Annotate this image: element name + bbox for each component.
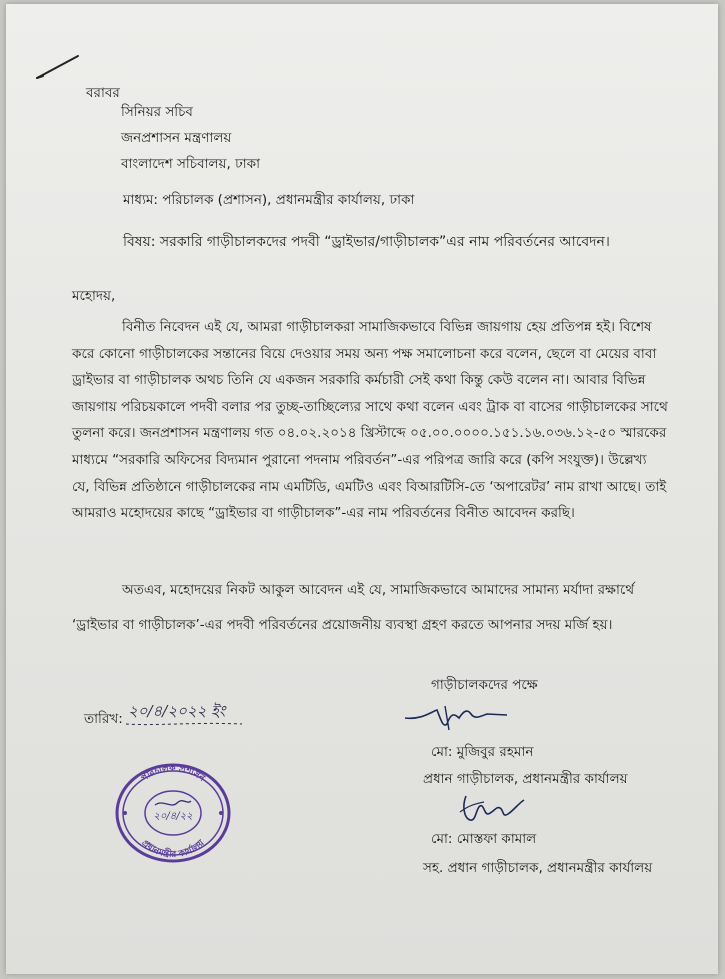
date-value: ২০/৪/২০২২ ইং (128, 702, 226, 720)
on-behalf-label: গাড়ীচালকদের পক্ষে (431, 677, 538, 693)
body-line: যে, বিভিন্ন প্রতিষ্ঠানে গাড়ীচালকের নাম এমটিডি, এমটিও এবং বিআরটিসি-তে ‘অপারেটর’ নাম রাখা আছে। তাই (72, 478, 667, 495)
svg-text:পরিচালক প্রশাসন (140, 764, 207, 784)
body-line: জায়গায় পরিচয়কালে পদবী বলার পর তুচ্ছ-তাচ্ছিল্যের সাথে কথা বলেন এবং ট্রাক বা বাসের গাড়ীচালকের সাথে (72, 398, 668, 415)
secretariat-address: বাংলাদেশ সচিবালয়, ঢাকা (121, 156, 261, 172)
body-line: আমরাও মহোদয়ের কাছে “ড্রাইভার বা গাড়ীচালক”-এর নাম পরিবর্তনের বিনীত আবেদন করছি। (72, 505, 575, 522)
body-line: তুলনা করে। জনপ্রশাসন মন্ত্রণালয় গত ০৪.০২.২০১৪ খ্রিস্টাব্দে ০৫.০০.০০০০.১৫১.১৬.০৩৬.১২-৫০ স্মারকের (72, 425, 667, 442)
closing-paragraph (72, 573, 652, 643)
signer1-name: মো: মুজিবুর রহমান (431, 744, 534, 760)
signer2-name: মো: মোস্তফা কামাল (431, 831, 537, 847)
salutation: মহোদয়, (72, 288, 116, 304)
body-line: করে কোনো গাড়ীচালকের সন্তানের বিয়ে দেওয়ার সময় অন্য পক্ষ সমালোচনা করে বলেন, ছেলে বা মেয়ের বাবা (72, 345, 657, 362)
date-underline (124, 720, 244, 728)
seal-bottom-text: প্রধানমন্ত্রীর কার্যালয় (139, 838, 207, 861)
pen-mark (34, 52, 84, 82)
body-line: মাধ্যমে “সরকারি অফিসের বিদ্যমান পুরানো পদনাম পরিবর্তন”-এর পরিপত্র জারি করে (কপি সংযুক্ত)। উল্লেখ্য (72, 451, 647, 468)
closing-line: অতএব, মহোদয়ের নিকট আকুল আবেদন এই যে, সামাজিকভাবে আমাদের সামান্য মর্যাদা রক্ষার্থে (122, 582, 635, 598)
body-line: ড্রাইভার বা গাড়ীচালক অথচ তিনি যে একজন সরকারি কর্মচারী সেই কথা কিন্তু কেউ বলেন না। আবার বিভিন্ন (72, 372, 646, 389)
seal-inner-date: ২০/৪/২২ (153, 811, 193, 822)
official-seal (113, 761, 233, 866)
ministry-name: জনপ্রশাসন মন্ত্রণালয় (121, 130, 232, 146)
recipient-title: সিনিয়র সচিব (121, 104, 193, 120)
body-line: বিনীত নিবেদন এই যে, আমরা গাড়ীচালকরা সামাজিকভাবে বিভিন্ন জায়গায় হেয় প্রতিপন্ন হই। বিশেষ (122, 319, 652, 335)
letter-sheet (6, 4, 718, 974)
signer2-title: সহ. প্রধান গাড়ীচালক, প্রধানমন্ত্রীর কার্যালয় (423, 860, 653, 876)
to-label: বরাবর (86, 85, 120, 101)
seal-top-text: পরিচালক প্রশাসন (139, 763, 207, 784)
closing-line: ‘ড্রাইভার বা গাড়ীচালক’-এর পদবী পরিবর্তনের প্রয়োজনীয় ব্যবস্থা গ্রহণ করতে আপনার সদয় মর্জি হয়। (72, 617, 613, 633)
body-paragraph (72, 314, 668, 527)
through-line: মাধ্যম: পরিচালক (প্রশাসন), প্রধানমন্ত্রীর কার্যালয়, ঢাকা (123, 192, 415, 208)
signature-1 (401, 698, 511, 738)
subject-line: বিষয়: সরকারি গাড়ীচালকদের পদবী “ড্রাইভার/গাড়ীচালক”এর নাম পরিবর্তনের আবেদন। (123, 234, 610, 250)
signature-2 (454, 792, 529, 828)
date-label: তারিখ: (84, 711, 123, 727)
signer1-title: প্রধান গাড়ীচালক, প্রধানমন্ত্রীর কার্যালয় (423, 771, 628, 787)
